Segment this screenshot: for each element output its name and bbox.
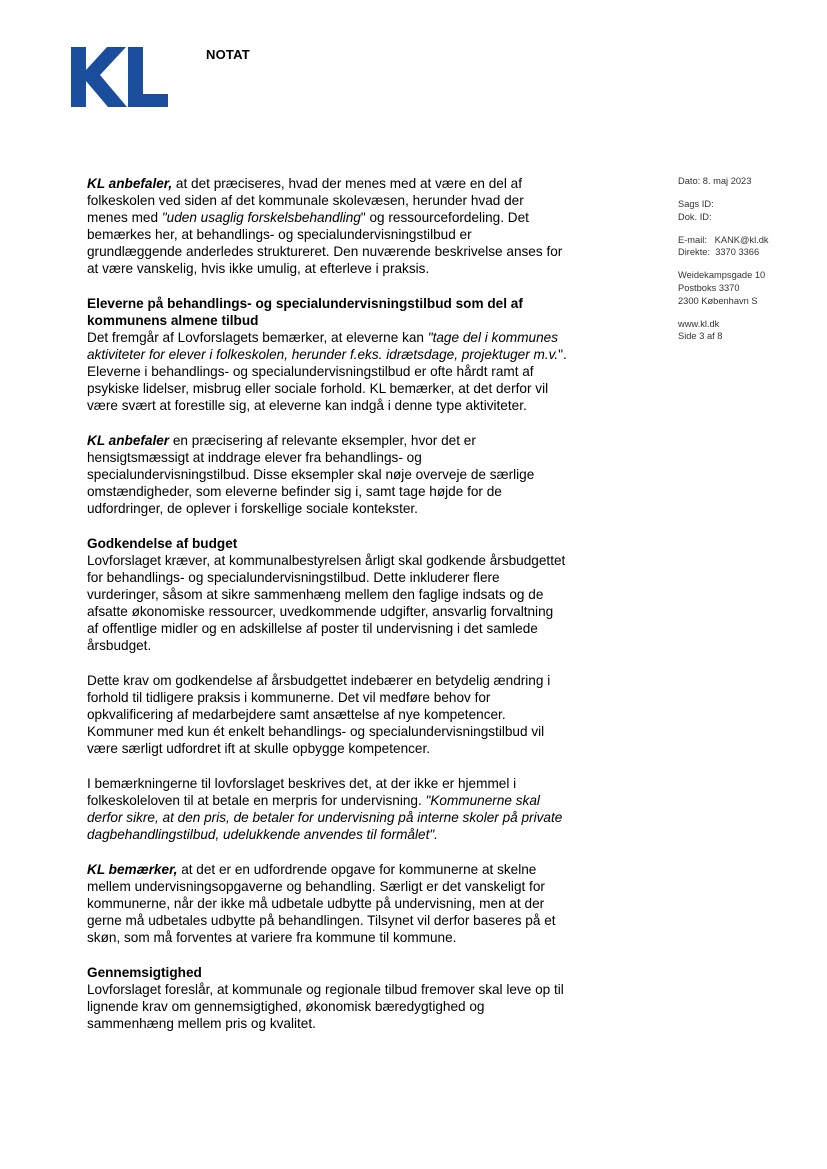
document-body [87,175,567,1050]
section-heading: Godkendelse af budget [87,536,238,551]
page-number: Side 3 af 8 [678,331,723,342]
address-pobox: Postboks 3370 [678,283,740,294]
paragraph: KL bemærker, at det er en udfordrende opgave for kommunerne at skelne mellem undervisningsopgaverne og behandling. Særligt er det vanskeligt for kommunerne, når der ikke må udbetale udbytte på undervisning, men at der gerne må udbetales udbytte på behandlingen. Tilsynet vil derfor baseres på et skøn, som må forventes at variere fra kommune til kommune. [87,862,556,945]
date: Dato: 8. maj 2023 [678,176,752,186]
paragraph: KL anbefaler, at det præciseres, hvad der menes med at være en del af folkeskolen ved siden af det kommunale skolevæsen, herunder hvad der menes med "uden usaglig forskelsbehandling" og ressourcefordeling. Det bemærkes her, at behandlings- og specialundervisningstilbud er grundlæggende anderledes struktureret. Den nuværende beskrivelse anses for at være vanskelig, hvis ikke umulig, at efterleve i praksis. [87,176,563,276]
sags-id: Sags ID: [678,199,714,210]
paragraph: KL anbefaler en præcisering af relevante eksempler, hvor det er hensigtsmæssigt at inddrage elever fra behandlings- og specialundervisningstilbud. Disse eksempler skal nøje overveje de særlige omstændigheder, som eleverne befinder sig i, samt tage højde for de udfordringer, de oplever i forskellige sociale kontekster. [87,433,535,516]
address-city: 2300 København S [678,295,758,306]
meta-sidebar [678,175,818,353]
website: www.kl.dk [678,318,720,329]
section-heading: Eleverne på behandlings- og specialundervisningstilbud som del af kommunens almene tilbud [87,296,523,328]
document-type: NOTAT [206,47,250,62]
paragraph: Lovforslaget foreslår, at kommunale og regionale tilbud fremover skal leve op til lignende krav om gennemsigtighed, økonomisk bæredygtighed og sammenhæng mellem pris og kvalitet. [87,982,564,1031]
direct-phone: Direkte: 3370 3366 [678,247,760,258]
paragraph: Det fremgår af Lovforslagets bemærker, at eleverne kan "tage del i kommunes aktiviteter for elever i folkeskolen, herunder f.eks. idrætsdage, projektuger m.v.". Eleverne i behandlings- og specialundervisningstilbud er ofte hårdt ramt af psykiske lidelser, misbrug eller sociale forhold. KL bemærker, at det derfor vil være svært at forestille sig, at eleverne kan indgå i denne type aktiviteter. [87,330,567,413]
address-street: Weidekampsgade 10 [678,270,766,281]
kl-logo [71,47,168,107]
paragraph: Dette krav om godkendelse af årsbudgettet indebærer en betydelig ændring i forhold til tidligere praksis i kommunerne. Det vil medføre behov for opkvalificering af medarbejdere samt ansættelse af nye kompetencer. Kommuner med kun ét enkelt behandlings- og specialundervisningstilbud vil være særligt udfordret ift at skulle opbygge kompetencer. [87,673,551,756]
paragraph: I bemærkningerne til lovforslaget beskrives det, at der ikke er hjemmel i folkeskoleloven til at betale en merpris for undervisning. "Kommunerne skal derfor sikre, at den pris, de betaler for undervisning på interne skoler på private dagbehandlingstilbud, udelukkende anvendes til formålet". [87,776,563,842]
dok-id: Dok. ID: [678,211,712,222]
email: E-mail: KANK@kl.dk [678,234,769,245]
paragraph: Lovforslaget kræver, at kommunalbestyrelsen årligt skal godkende årsbudgettet for behandlings- og specialundervisningstilbud. Dette inkluderer flere vurderinger, såsom at sikre sammenhæng mellem den faglige indsats og de afsatte økonomiske ressourcer, uvedkommende udgifter, ansvarlig forvaltning af offentlige midler og en adskillelse af poster til undervisning i det samlede årsbudget. [87,553,566,653]
section-heading: Gennemsigtighed [87,965,202,980]
